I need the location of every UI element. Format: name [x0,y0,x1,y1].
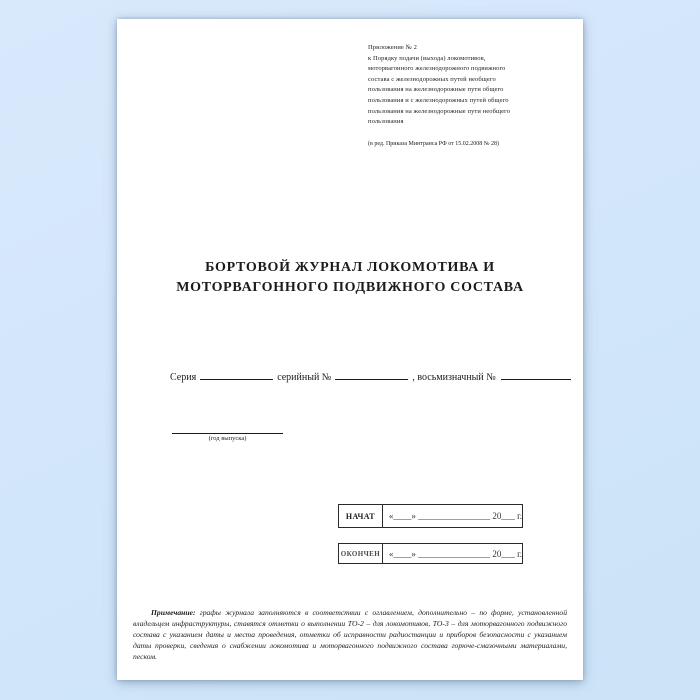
serial-number-label: серийный № [277,372,332,383]
appendix-reference-line: состава с железнодорожных путей необщего [368,75,496,83]
footnote-text: графы журнала заполняются в соответствии с оглавлением, дополнительно – по форме, установленной владельцем инфраструктуры, ставятся отметки о выполнении ТО-2 – для локомотивов, ТО-3 – для моторвагонного подвижного состава с указанием даты и места проведения, отметки об исправности радиостанции и приборов безопасности с указанием даты проверки, сведения о снабжении локомотива и моторвагонного подвижного состава горюче-смазочными материалами, песком. [133,607,567,662]
finished-box [338,543,523,564]
finished-date-blank: «____» ________________ 20___ г. [388,548,522,559]
year-caption: (год выпуска) [208,435,247,442]
year-blank [172,433,283,434]
document-paper [117,19,583,680]
appendix-reference-line: пользования на железнодорожные пути общего [368,86,504,94]
eight-digit-blank [501,369,571,380]
series-row [170,369,570,383]
document-title-line-1: БОРТОВОЙ ЖУРНАЛ ЛОКОМОТИВА И [205,260,495,275]
appendix-reference-line: к Порядку подачи (выхода) локомотивов, [368,54,486,62]
started-date-blank: «____» ________________ 20___ г. [388,511,522,521]
appendix-reference-line: пользования и с железнодорожных путей общего [368,96,509,104]
finished-label: ОКОНЧЕН [339,544,383,563]
amendment-note: (в ред. Приказа Минтранса РФ от 15.02.2008 № 28) [368,141,499,147]
series-label: Серия [170,372,197,383]
year-of-issue-field [172,433,283,443]
appendix-reference-line: пользования на железнодорожные пути необщего [368,107,511,115]
document-title-line-2: МОТОРВАГОННОГО ПОДВИЖНОГО СОСТАВА [176,279,524,295]
appendix-reference-line: Приложение № 2 [368,44,417,51]
appendix-reference-line: моторвагонного железнодорожного подвижного [368,65,506,73]
appendix-reference-line: пользования [368,118,404,126]
footnote-label: Примечание: [151,607,196,617]
document-title [117,258,583,297]
series-blank [200,369,273,380]
footnote [133,607,567,663]
serial-number-blank [335,369,408,380]
eight-digit-label: , восьмизначный № [412,372,496,383]
started-box [338,504,523,528]
started-label: НАЧАТ [339,505,383,527]
appendix-reference [368,43,548,128]
